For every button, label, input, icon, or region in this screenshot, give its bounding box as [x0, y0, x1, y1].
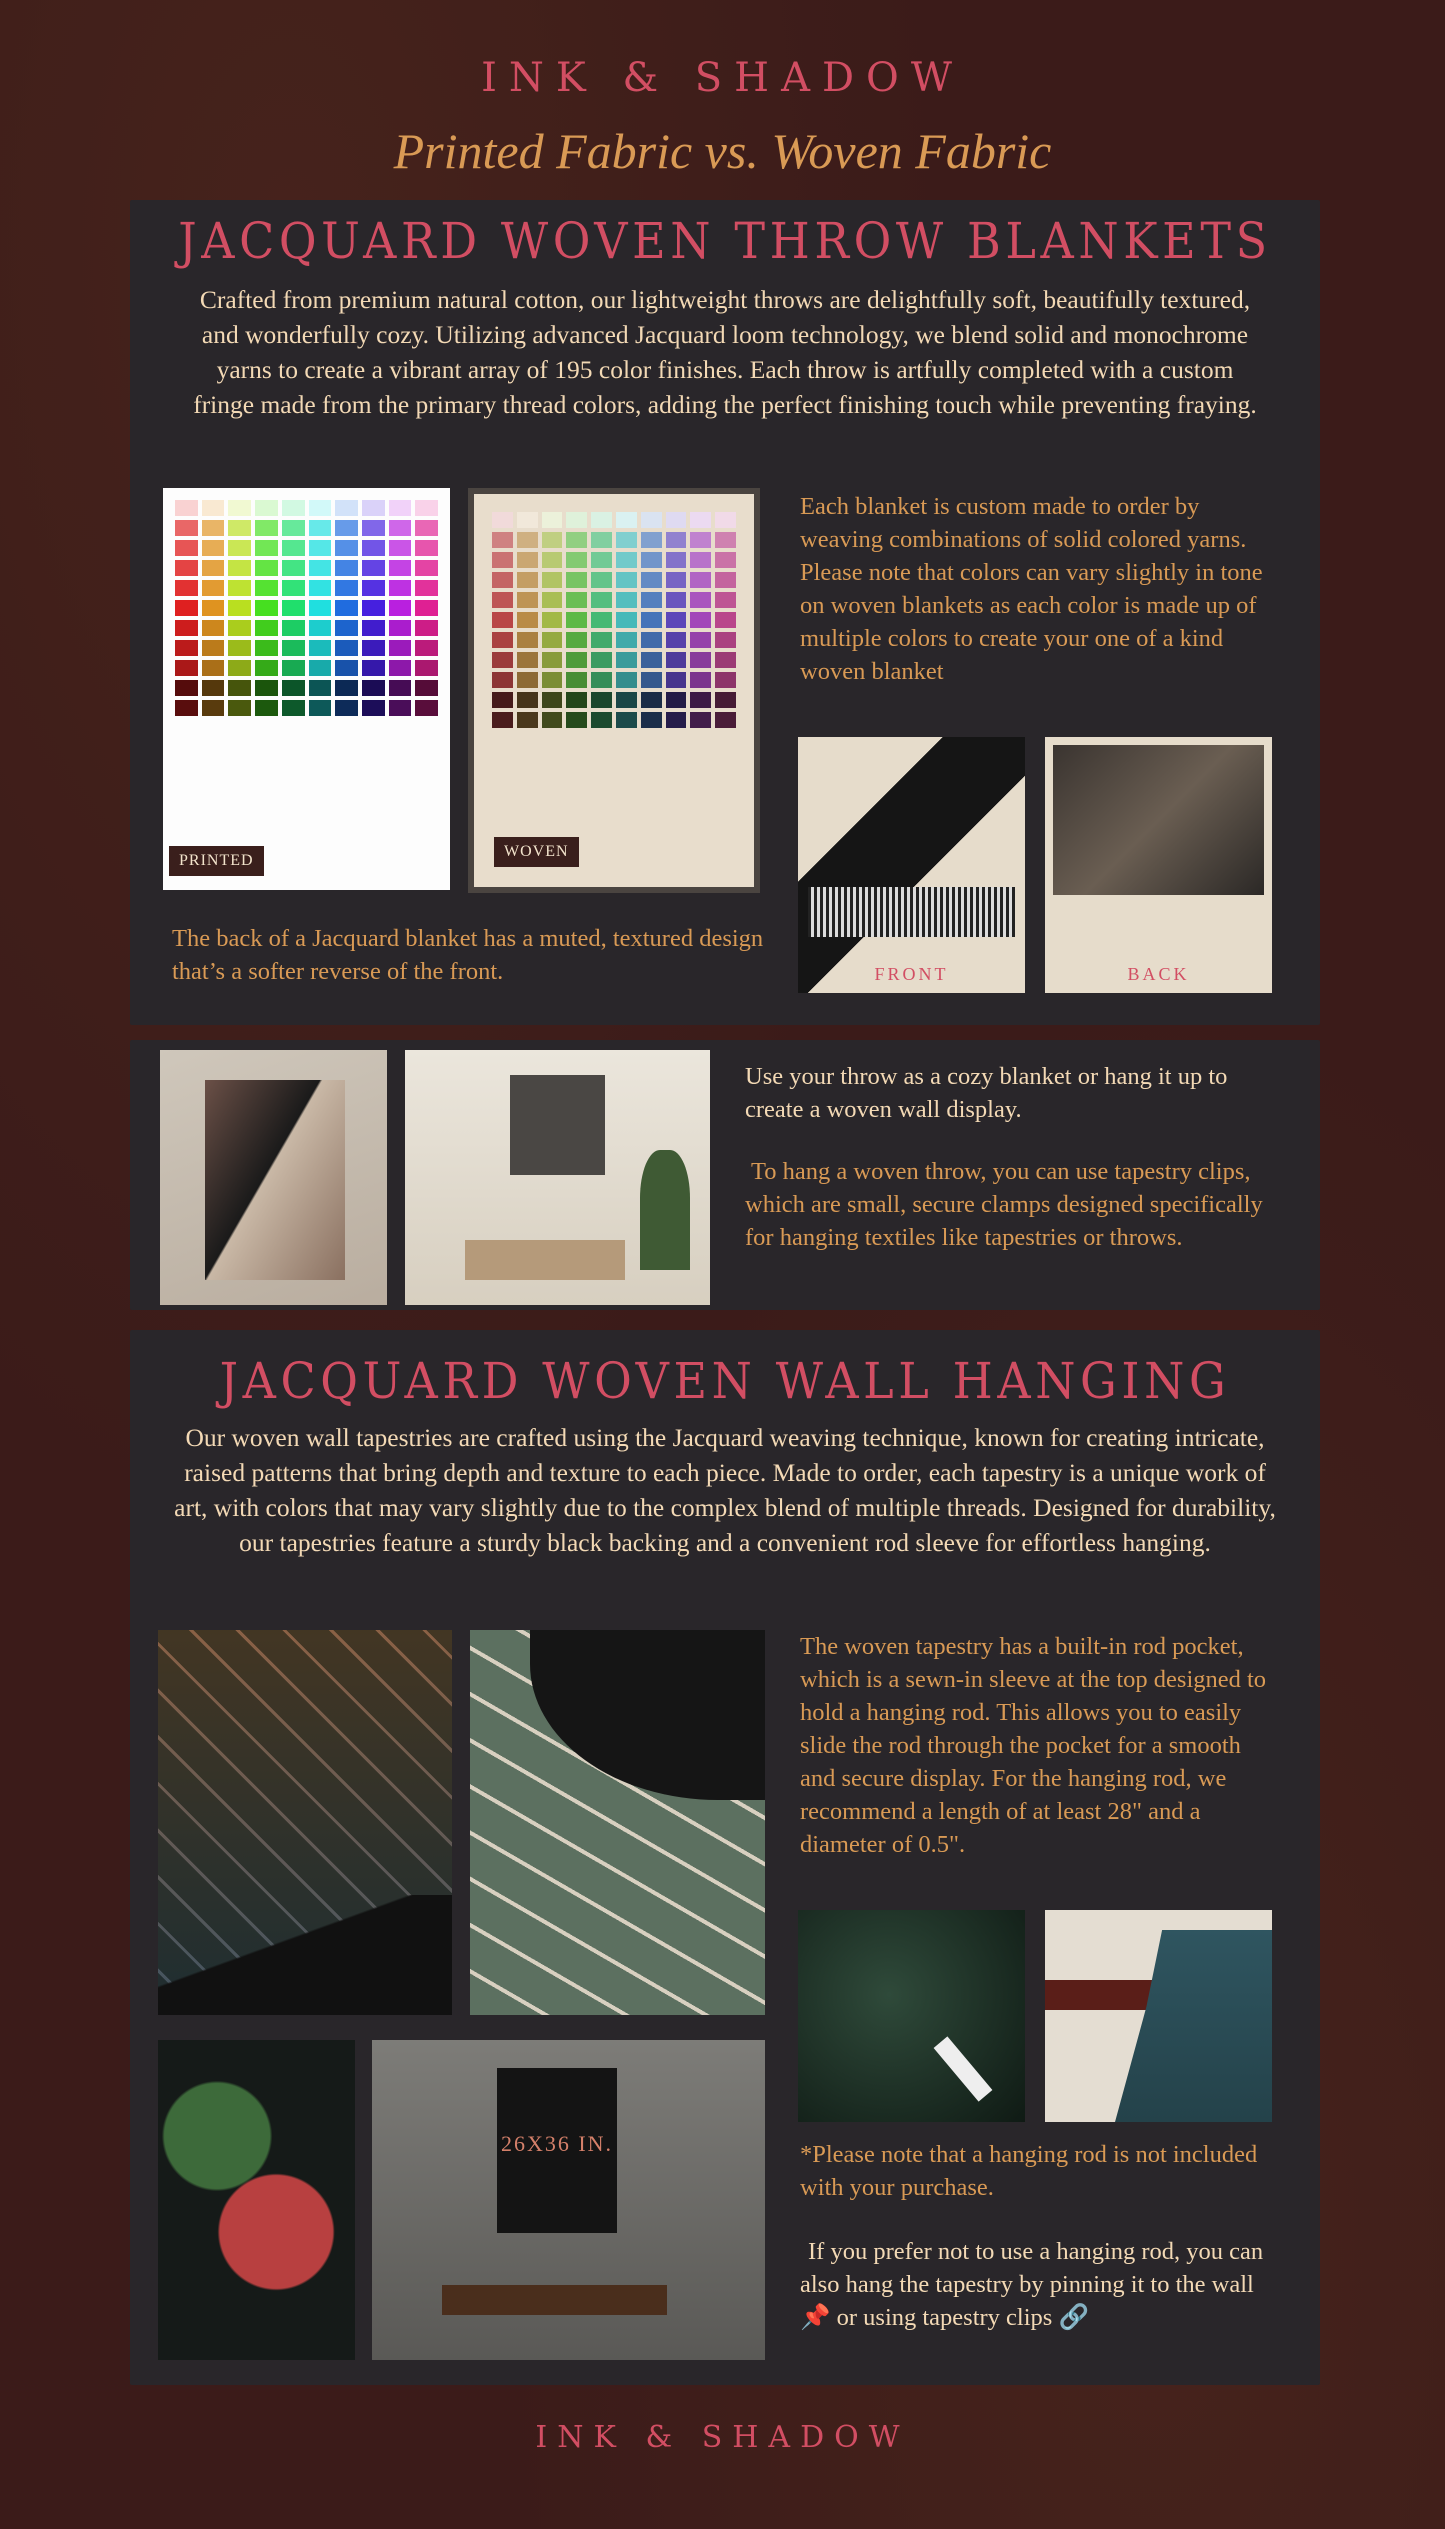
- wall-display-image: [405, 1050, 710, 1305]
- color-swatch: [255, 640, 278, 656]
- color-swatch: [566, 532, 587, 548]
- color-swatch: [415, 660, 438, 676]
- color-swatch: [415, 580, 438, 596]
- color-swatch: [492, 612, 513, 628]
- color-swatch: [517, 672, 538, 688]
- alternative-hanging-text: If you prefer not to use a hanging rod, you can also hang the tapestry by pinning it to the wall 📌 or using tapestry clips 🔗: [800, 2238, 1264, 2331]
- color-swatch: [690, 672, 711, 688]
- color-swatch: [415, 640, 438, 656]
- color-swatch: [389, 620, 412, 636]
- color-swatch: [389, 560, 412, 576]
- color-swatch: [228, 620, 251, 636]
- color-swatch: [715, 552, 736, 568]
- color-swatch: [202, 500, 225, 516]
- color-swatch: [175, 500, 198, 516]
- color-swatch: [309, 580, 332, 596]
- color-swatch: [591, 712, 612, 728]
- color-swatch: [616, 612, 637, 628]
- color-swatch: [492, 672, 513, 688]
- color-swatch: [202, 560, 225, 576]
- color-swatch: [175, 580, 198, 596]
- tapestry-closeup-image: [158, 1630, 452, 2015]
- color-swatch: [666, 532, 687, 548]
- color-swatch: [415, 500, 438, 516]
- color-swatch: [202, 600, 225, 616]
- color-swatch: [202, 540, 225, 556]
- color-swatch: [309, 620, 332, 636]
- color-swatch: [202, 640, 225, 656]
- front-label: FRONT: [874, 964, 949, 984]
- color-swatch: [641, 532, 662, 548]
- color-swatch: [362, 500, 385, 516]
- color-swatch: [282, 700, 305, 716]
- back-label: BACK: [1127, 964, 1190, 984]
- wall-intro: Our woven wall tapestries are crafted using the Jacquard weaving technique, known for creating intricate, raised patterns that bring depth and texture to each piece. Made to order, each tapestry is a unique work of art, with colors that may vary slightly due to the complex blend of multiple threads. Designed for durability, our tapestries feature a sturdy black backing and a convenient rod sleeve for effortless hanging.: [174, 1423, 1276, 1557]
- color-swatch: [415, 540, 438, 556]
- color-swatch: [690, 532, 711, 548]
- color-swatch: [566, 572, 587, 588]
- color-swatch: [517, 652, 538, 668]
- color-swatch: [492, 592, 513, 608]
- color-swatch: [492, 692, 513, 708]
- color-swatch: [389, 680, 412, 696]
- color-swatch: [282, 640, 305, 656]
- color-swatch: [362, 540, 385, 556]
- color-swatch: [566, 672, 587, 688]
- color-swatch: [255, 540, 278, 556]
- color-swatch: [566, 592, 587, 608]
- color-swatch: [641, 592, 662, 608]
- color-swatch: [309, 700, 332, 716]
- color-swatch: [591, 632, 612, 648]
- color-swatch: [542, 612, 563, 628]
- color-swatch: [566, 632, 587, 648]
- color-swatch: [666, 552, 687, 568]
- color-swatch: [542, 532, 563, 548]
- color-swatch: [335, 640, 358, 656]
- rod-sleeve-image: [798, 1910, 1025, 2122]
- color-swatch: [389, 580, 412, 596]
- printed-blanket-image: [163, 488, 450, 890]
- color-swatch: [517, 532, 538, 548]
- color-swatch: [309, 660, 332, 676]
- color-swatch: [202, 520, 225, 536]
- hang-text: To hang a woven throw, you can use tapestry clips, which are small, secure clamps designed specifically for hanging textiles like tapestries or throws.: [745, 1158, 1263, 1251]
- color-swatch: [616, 712, 637, 728]
- color-swatch: [517, 612, 538, 628]
- color-swatch: [616, 692, 637, 708]
- color-swatch: [690, 552, 711, 568]
- color-swatch: [415, 700, 438, 716]
- color-swatch: [591, 572, 612, 588]
- color-swatch: [715, 612, 736, 628]
- color-swatch: [690, 652, 711, 668]
- woven-blanket-image: [468, 488, 760, 893]
- color-swatch: [335, 540, 358, 556]
- color-swatch: [616, 632, 637, 648]
- color-swatch: [175, 540, 198, 556]
- color-swatch: [335, 660, 358, 676]
- tapestry-room-image: [372, 2040, 765, 2360]
- color-swatch: [492, 532, 513, 548]
- color-swatch: [666, 672, 687, 688]
- section-title: JACQUARD WOVEN WALL HANGING: [219, 1352, 1231, 1410]
- color-swatch: [616, 652, 637, 668]
- color-swatch: [175, 520, 198, 536]
- color-swatch: [335, 560, 358, 576]
- front-image: [798, 737, 1025, 993]
- color-swatch: [362, 640, 385, 656]
- color-swatch: [690, 712, 711, 728]
- color-swatch: [362, 700, 385, 716]
- color-swatch: [690, 612, 711, 628]
- color-swatch: [492, 632, 513, 648]
- color-swatch: [542, 672, 563, 688]
- color-swatch: [641, 672, 662, 688]
- color-swatch: [389, 540, 412, 556]
- rod-detail-image: [1045, 1910, 1272, 2122]
- color-swatch: [362, 660, 385, 676]
- color-swatch: [282, 660, 305, 676]
- color-swatch: [517, 592, 538, 608]
- color-swatch: [690, 632, 711, 648]
- color-swatch: [309, 520, 332, 536]
- color-swatch: [715, 532, 736, 548]
- color-swatch: [282, 540, 305, 556]
- color-swatch: [228, 540, 251, 556]
- color-swatch: [542, 592, 563, 608]
- color-swatch: [517, 692, 538, 708]
- color-swatch: [228, 600, 251, 616]
- color-swatch: [415, 520, 438, 536]
- rod-not-included-note: *Please note that a hanging rod is not included with your purchase.: [800, 2141, 1258, 2201]
- color-swatch: [228, 700, 251, 716]
- color-swatch: [282, 500, 305, 516]
- color-swatch: [566, 692, 587, 708]
- color-swatch: [641, 572, 662, 588]
- color-swatch: [389, 700, 412, 716]
- color-swatch: [282, 520, 305, 536]
- color-swatch: [542, 712, 563, 728]
- page-subtitle: Printed Fabric vs. Woven Fabric: [393, 123, 1052, 179]
- color-swatch: [228, 500, 251, 516]
- color-swatch: [690, 692, 711, 708]
- color-swatch: [591, 512, 612, 528]
- color-swatch: [309, 540, 332, 556]
- color-swatch: [228, 520, 251, 536]
- color-swatch: [715, 652, 736, 668]
- color-swatch: [335, 580, 358, 596]
- color-swatch: [415, 680, 438, 696]
- color-swatch: [228, 640, 251, 656]
- color-swatch: [335, 600, 358, 616]
- color-swatch: [616, 592, 637, 608]
- color-swatch: [666, 692, 687, 708]
- color-swatch: [415, 620, 438, 636]
- color-swatch: [335, 700, 358, 716]
- custom-order-note: Each blanket is custom made to order by weaving combinations of solid colored yarns. Please note that colors can vary slightly in tone on woven blankets as each color is made up of multiple colors to create your one of a kind woven blanket: [800, 493, 1263, 685]
- color-swatch: [566, 612, 587, 628]
- color-swatch: [616, 512, 637, 528]
- color-swatch: [255, 600, 278, 616]
- color-swatch: [255, 580, 278, 596]
- color-swatch: [616, 672, 637, 688]
- color-swatch: [715, 672, 736, 688]
- color-swatch: [641, 512, 662, 528]
- color-swatch: [666, 592, 687, 608]
- color-swatch: [228, 560, 251, 576]
- color-swatch: [715, 572, 736, 588]
- color-swatch: [175, 680, 198, 696]
- color-swatch: [542, 512, 563, 528]
- color-swatch: [492, 572, 513, 588]
- color-swatch: [202, 680, 225, 696]
- color-swatch: [690, 592, 711, 608]
- brand-logo: INK & SHADOW: [481, 55, 964, 101]
- back-image: [1045, 737, 1272, 993]
- color-swatch: [335, 500, 358, 516]
- color-swatch: [690, 572, 711, 588]
- color-swatch: [666, 612, 687, 628]
- pomegranate-tapestry-image: [158, 2040, 355, 2360]
- color-swatch: [517, 552, 538, 568]
- color-swatch: [591, 552, 612, 568]
- throw-intro: Crafted from premium natural cotton, our lightweight throws are delightfully soft, beautifully textured, and wonderfully cozy. Utilizing advanced Jacquard loom technology, we blend solid and monochrome yarns to create a vibrant array of 195 color finishes. Each throw is artfully completed with a custom fringe made from the primary thread colors, adding the perfect finishing touch while preventing fraying.: [193, 285, 1257, 419]
- color-swatch: [566, 552, 587, 568]
- color-swatch: [666, 652, 687, 668]
- color-swatch: [641, 612, 662, 628]
- printed-label: PRINTED: [169, 846, 264, 876]
- color-swatch: [228, 580, 251, 596]
- color-swatch: [175, 700, 198, 716]
- color-swatch: [690, 512, 711, 528]
- color-swatch: [566, 652, 587, 668]
- color-swatch: [666, 632, 687, 648]
- color-swatch: [175, 620, 198, 636]
- color-swatch: [362, 560, 385, 576]
- color-swatch: [228, 660, 251, 676]
- color-swatch: [542, 652, 563, 668]
- color-swatch: [255, 700, 278, 716]
- color-swatch: [389, 520, 412, 536]
- section-title: JACQUARD WOVEN THROW BLANKETS: [178, 212, 1272, 270]
- color-swatch: [591, 532, 612, 548]
- color-swatch: [309, 560, 332, 576]
- color-swatch: [362, 520, 385, 536]
- color-swatch: [542, 632, 563, 648]
- color-swatch: [542, 572, 563, 588]
- color-swatch: [255, 520, 278, 536]
- color-swatch: [255, 660, 278, 676]
- color-swatch: [517, 712, 538, 728]
- color-swatch: [282, 600, 305, 616]
- color-swatch: [616, 532, 637, 548]
- color-swatch: [415, 600, 438, 616]
- color-swatch: [255, 500, 278, 516]
- color-swatch: [362, 580, 385, 596]
- color-swatch: [666, 712, 687, 728]
- color-swatch: [492, 552, 513, 568]
- color-swatch: [492, 512, 513, 528]
- color-swatch: [175, 660, 198, 676]
- color-swatch: [335, 680, 358, 696]
- color-swatch: [641, 652, 662, 668]
- color-swatch: [517, 572, 538, 588]
- color-swatch: [542, 552, 563, 568]
- color-swatch: [282, 620, 305, 636]
- tapestry-backing-image: [470, 1630, 765, 2015]
- color-swatch: [255, 680, 278, 696]
- color-swatch: [492, 652, 513, 668]
- color-swatch: [616, 572, 637, 588]
- color-swatch: [641, 712, 662, 728]
- wall-hanging-panel: [130, 1330, 1320, 2385]
- color-swatch: [641, 692, 662, 708]
- color-swatch: [666, 572, 687, 588]
- color-swatch: [542, 692, 563, 708]
- color-swatch: [175, 560, 198, 576]
- color-swatch: [202, 580, 225, 596]
- color-swatch: [202, 700, 225, 716]
- color-swatch: [591, 672, 612, 688]
- color-swatch: [641, 552, 662, 568]
- color-swatch: [309, 640, 332, 656]
- color-swatch: [335, 520, 358, 536]
- woven-label: WOVEN: [494, 837, 579, 867]
- color-swatch: [362, 620, 385, 636]
- color-swatch: [228, 680, 251, 696]
- color-swatch: [591, 592, 612, 608]
- color-swatch: [666, 512, 687, 528]
- color-swatch: [175, 640, 198, 656]
- size-label: 26X36 IN.: [500, 2131, 614, 2156]
- color-swatch: [282, 560, 305, 576]
- color-swatch: [389, 500, 412, 516]
- color-swatch: [309, 500, 332, 516]
- color-swatch: [389, 640, 412, 656]
- color-swatch: [566, 712, 587, 728]
- back-note: The back of a Jacquard blanket has a muted, textured design that’s a softer reverse of the front.: [172, 925, 764, 985]
- color-swatch: [282, 580, 305, 596]
- color-swatch: [616, 552, 637, 568]
- footer-brand: INK & SHADOW: [535, 2420, 910, 2455]
- color-swatch: [415, 560, 438, 576]
- usage-text: Use your throw as a cozy blanket or hang it up to create a woven wall display.: [745, 1063, 1228, 1123]
- color-swatch: [202, 620, 225, 636]
- color-swatch: [362, 600, 385, 616]
- color-swatch: [591, 692, 612, 708]
- color-swatch: [641, 632, 662, 648]
- folded-throw-image: [160, 1050, 387, 1305]
- color-swatch: [255, 560, 278, 576]
- color-swatch: [591, 612, 612, 628]
- usage-panel: [130, 1040, 1320, 1310]
- color-swatch: [715, 632, 736, 648]
- color-swatch: [389, 600, 412, 616]
- color-swatch: [255, 620, 278, 636]
- color-swatch: [517, 512, 538, 528]
- color-swatch: [335, 620, 358, 636]
- color-swatch: [282, 680, 305, 696]
- color-swatch: [715, 512, 736, 528]
- rod-pocket-text: The woven tapestry has a built-in rod pocket, which is a sewn-in sleeve at the top designed to hold a hanging rod. This allows you to easily slide the rod through the pocket for a smooth and secure display. For the hanging rod, we recommend a length of at least 28" and a diameter of 0.5".: [800, 1633, 1267, 1858]
- color-swatch: [175, 600, 198, 616]
- color-swatch: [362, 680, 385, 696]
- color-swatch: [715, 712, 736, 728]
- color-swatch: [591, 652, 612, 668]
- color-swatch: [309, 600, 332, 616]
- throw-blankets-panel: [130, 200, 1320, 1025]
- color-swatch: [202, 660, 225, 676]
- color-swatch: [389, 660, 412, 676]
- color-swatch: [566, 512, 587, 528]
- color-swatch: [517, 632, 538, 648]
- color-swatch: [715, 692, 736, 708]
- color-swatch: [309, 680, 332, 696]
- color-swatch: [492, 712, 513, 728]
- color-swatch: [715, 592, 736, 608]
